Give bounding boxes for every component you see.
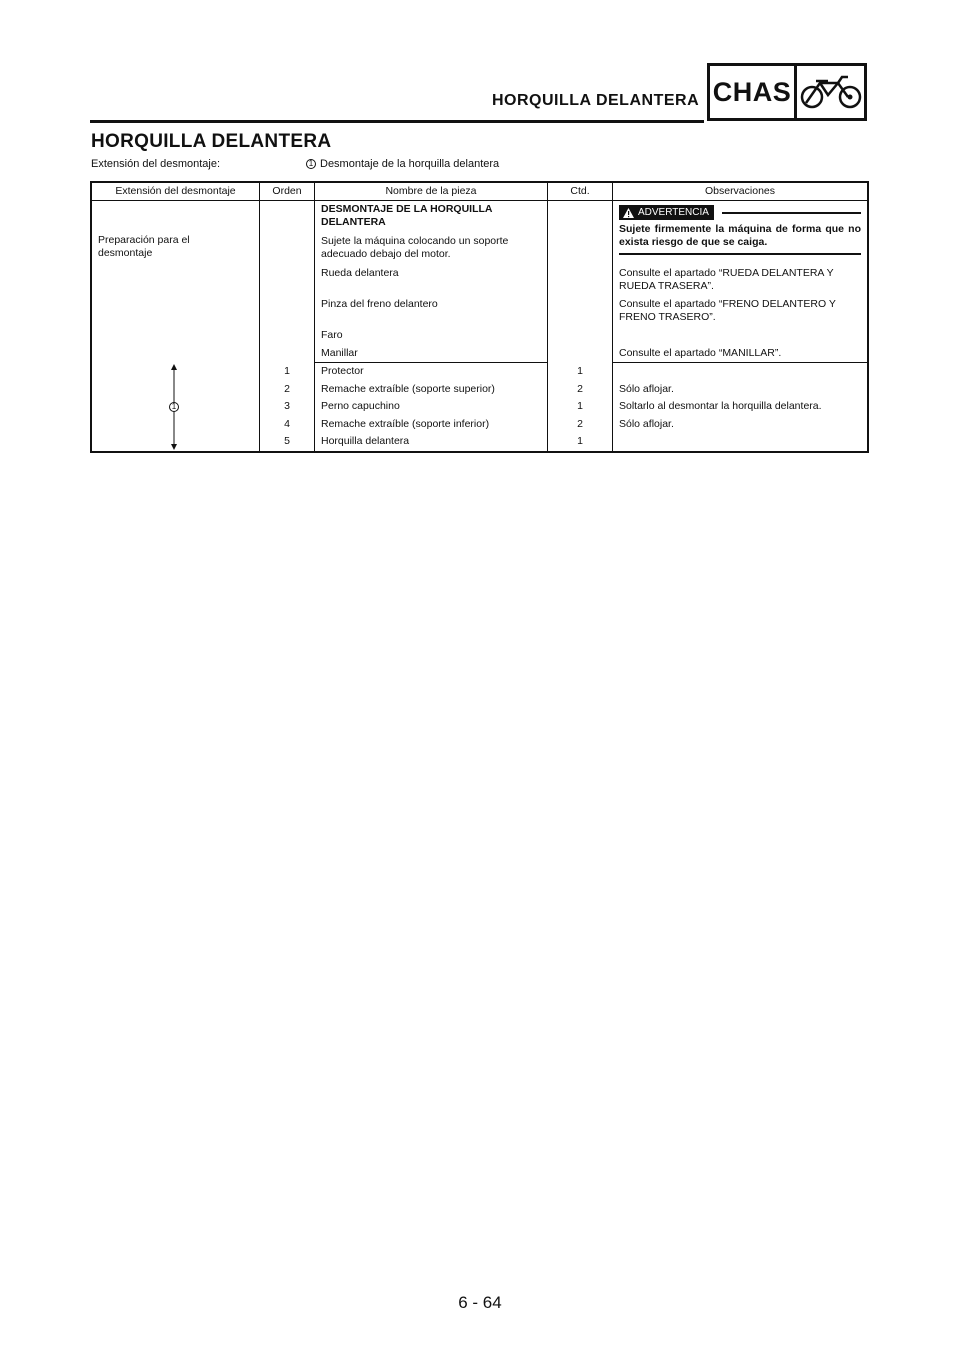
step-order: 5 bbox=[260, 431, 315, 452]
header-rule bbox=[90, 120, 704, 123]
warning-icon bbox=[623, 208, 634, 218]
step-note bbox=[613, 363, 869, 379]
scope-marker: 1 bbox=[306, 159, 316, 169]
step-part: Protector bbox=[315, 363, 548, 379]
table-row bbox=[91, 293, 868, 324]
warning-badge bbox=[619, 205, 714, 220]
prep-part: Faro bbox=[315, 324, 548, 342]
step-note: Soltarlo al desmontar la horquilla delantera. bbox=[613, 396, 869, 414]
warning-label: ADVERTENCIA bbox=[638, 207, 709, 218]
warning-cell bbox=[613, 201, 869, 262]
prep-title: DESMONTAJE DE LA HORQUILLA DELANTERA bbox=[321, 203, 493, 228]
prep-note: Consulte el apartado “MANILLAR”. bbox=[613, 342, 869, 363]
header-title: HORQUILLA DELANTERA bbox=[492, 92, 700, 109]
prep-note bbox=[613, 324, 869, 342]
section-badge bbox=[707, 63, 867, 121]
step-note bbox=[613, 431, 869, 452]
col-header-notes: Observaciones bbox=[613, 182, 869, 201]
warning-header bbox=[619, 205, 861, 220]
step-note: Sólo aflojar. bbox=[613, 379, 869, 397]
step-order: 1 bbox=[260, 363, 315, 379]
table-row bbox=[91, 201, 868, 262]
section-code: CHAS bbox=[710, 66, 797, 118]
step-order: 4 bbox=[260, 414, 315, 432]
prep-part: Rueda delantera bbox=[315, 261, 548, 293]
step-note: Sólo aflojar. bbox=[613, 414, 869, 432]
step-order: 3 bbox=[260, 396, 315, 414]
disassembly-table bbox=[90, 181, 869, 453]
col-header-qty: Ctd. bbox=[548, 182, 613, 201]
step-part: Remache extraíble (soporte inferior) bbox=[315, 414, 548, 432]
table-header-row bbox=[91, 182, 868, 201]
col-header-scope: Extensión del desmontaje bbox=[91, 182, 260, 201]
scope-line bbox=[91, 158, 791, 170]
motorcycle-icon bbox=[797, 66, 864, 118]
step-qty: 1 bbox=[548, 363, 613, 379]
step-part: Perno capuchino bbox=[315, 396, 548, 414]
scope-text: Desmontaje de la horquilla delantera bbox=[320, 158, 500, 170]
prep-part: Pinza del freno delantero bbox=[315, 293, 548, 324]
col-header-part: Nombre de la pieza bbox=[315, 182, 548, 201]
table-row bbox=[91, 363, 868, 379]
step-part: Remache extraíble (soporte superior) bbox=[315, 379, 548, 397]
prep-part: Manillar bbox=[315, 342, 548, 363]
warning-text: Sujete firmemente la máquina de forma que no exista riesgo de que se caiga. bbox=[619, 223, 861, 255]
col-header-order: Orden bbox=[260, 182, 315, 201]
step-qty: 1 bbox=[548, 431, 613, 452]
steps-marker: 1 bbox=[169, 402, 179, 412]
prep-scope: Preparación para el desmontaje bbox=[98, 234, 190, 259]
step-qty: 2 bbox=[548, 379, 613, 397]
step-part: Horquilla delantera bbox=[315, 431, 548, 452]
prep-scope-cell bbox=[91, 201, 260, 294]
step-qty: 1 bbox=[548, 396, 613, 414]
prep-note: Consulte el apartado “FRENO DELANTERO Y FRENO TRASERO”. bbox=[613, 293, 869, 324]
prep-support-part: Sujete la máquina colocando un soporte adecuado debajo del motor. bbox=[321, 235, 509, 260]
step-order: 2 bbox=[260, 379, 315, 397]
prep-note: Consulte el apartado “RUEDA DELANTERA Y RUEDA TRASERA”. bbox=[613, 261, 869, 293]
scope-label: Extensión del desmontaje: bbox=[91, 158, 221, 170]
step-qty: 2 bbox=[548, 414, 613, 432]
page-heading: HORQUILLA DELANTERA bbox=[91, 131, 332, 152]
steps-scope-cell bbox=[91, 363, 260, 452]
page-number: 6 - 64 bbox=[458, 1293, 502, 1312]
